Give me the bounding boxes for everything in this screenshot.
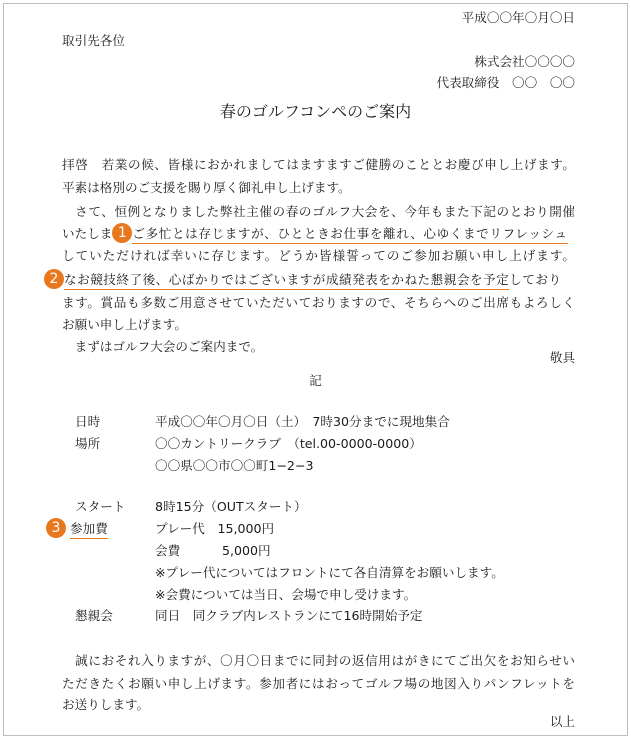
marker-badge-3: 3 <box>46 518 66 538</box>
body-line: お願い申し上げます。 <box>62 317 187 332</box>
fee-play-value: プレー代 15,000円 <box>155 521 275 536</box>
address-value: 〇〇県〇〇市〇〇町1−2−3 <box>155 458 314 473</box>
representative: 代表取締役 〇〇 〇〇 <box>436 75 575 90</box>
start-value: 8時15分（OUTスタート） <box>155 499 307 514</box>
date-label: 日時 <box>75 414 101 429</box>
body-line: 平素は格別のご支援を賜り厚く御礼申し上げます。 <box>62 180 351 195</box>
closing-ijou: 以上 <box>549 714 575 729</box>
footer-line: ただきたくお願い申し上げます。参加者にはおってゴルフ場の地図入りパンフレットを <box>62 676 575 691</box>
note-party: ※会費については当日、会場で申し受けます。 <box>155 587 417 602</box>
page-title: 春のゴルフコンペのご案内 <box>219 102 412 121</box>
place-value: 〇〇カントリークラブ （tel.00-0000-0000） <box>155 436 422 451</box>
highlight-underline-2: なお競技終了後、心ばかりではございますが成績発表をかねた懇親会を予定 <box>64 272 509 290</box>
fee-party-value: 会費 5,000円 <box>155 543 271 558</box>
marker-badge-1: 1 <box>112 223 132 243</box>
party-label: 懇親会 <box>75 608 113 623</box>
company-name: 株式会社〇〇〇〇 <box>474 54 575 69</box>
start-label: スタート <box>75 499 126 514</box>
marker-badge-2: 2 <box>44 269 64 289</box>
highlight-underline-1: ご多忙とは存じますが、ひとときお仕事を離れ、心ゆくまでリフレッシュ <box>132 226 567 244</box>
footer-line: お送りします。 <box>62 697 150 712</box>
body-line: していただければ幸いに存じます。どうか皆様誓ってのご参加お願い申し上げます。 <box>62 248 575 263</box>
closing-keigu: 敬具 <box>549 350 575 365</box>
body-text: いたしま <box>62 226 113 241</box>
letter-date: 平成〇〇年〇月〇日 <box>461 10 575 25</box>
ki-heading: 記 <box>309 373 322 388</box>
body-text: しており <box>509 272 562 287</box>
body-line: ます。賞品も多数ご用意させていただいておりますので、そちらへのご出席もよろしく <box>62 295 575 310</box>
body-line <box>62 226 575 243</box>
body-line: まずはゴルフ大会のご案内まで。 <box>62 339 264 354</box>
date-value: 平成〇〇年〇月〇日（土） 7時30分までに現地集合 <box>155 414 450 429</box>
body-line: さて、恒例となりました弊社主催の春のゴルフ大会を、今年もまた下記のとおり開催 <box>62 204 575 219</box>
footer-line: 誠におそれ入りますが、〇月〇日までに同封の返信用はがきにてご出欠をお知らせい <box>62 653 575 668</box>
note-play: ※プレー代についてはフロントにて各自清算をお願いします。 <box>155 565 504 580</box>
body-line: 拝啓 若業の候、皆様におかれましてはますますご健勝のこととお慶び申し上げます。 <box>62 157 575 172</box>
recipient: 取引先各位 <box>62 33 125 48</box>
place-label: 場所 <box>75 436 101 451</box>
fee-label: 参加費 <box>70 521 108 539</box>
body-line <box>44 272 575 289</box>
fee-row-label <box>46 521 108 538</box>
party-value: 同日 同クラブ内レストランにて16時開始予定 <box>155 608 423 623</box>
